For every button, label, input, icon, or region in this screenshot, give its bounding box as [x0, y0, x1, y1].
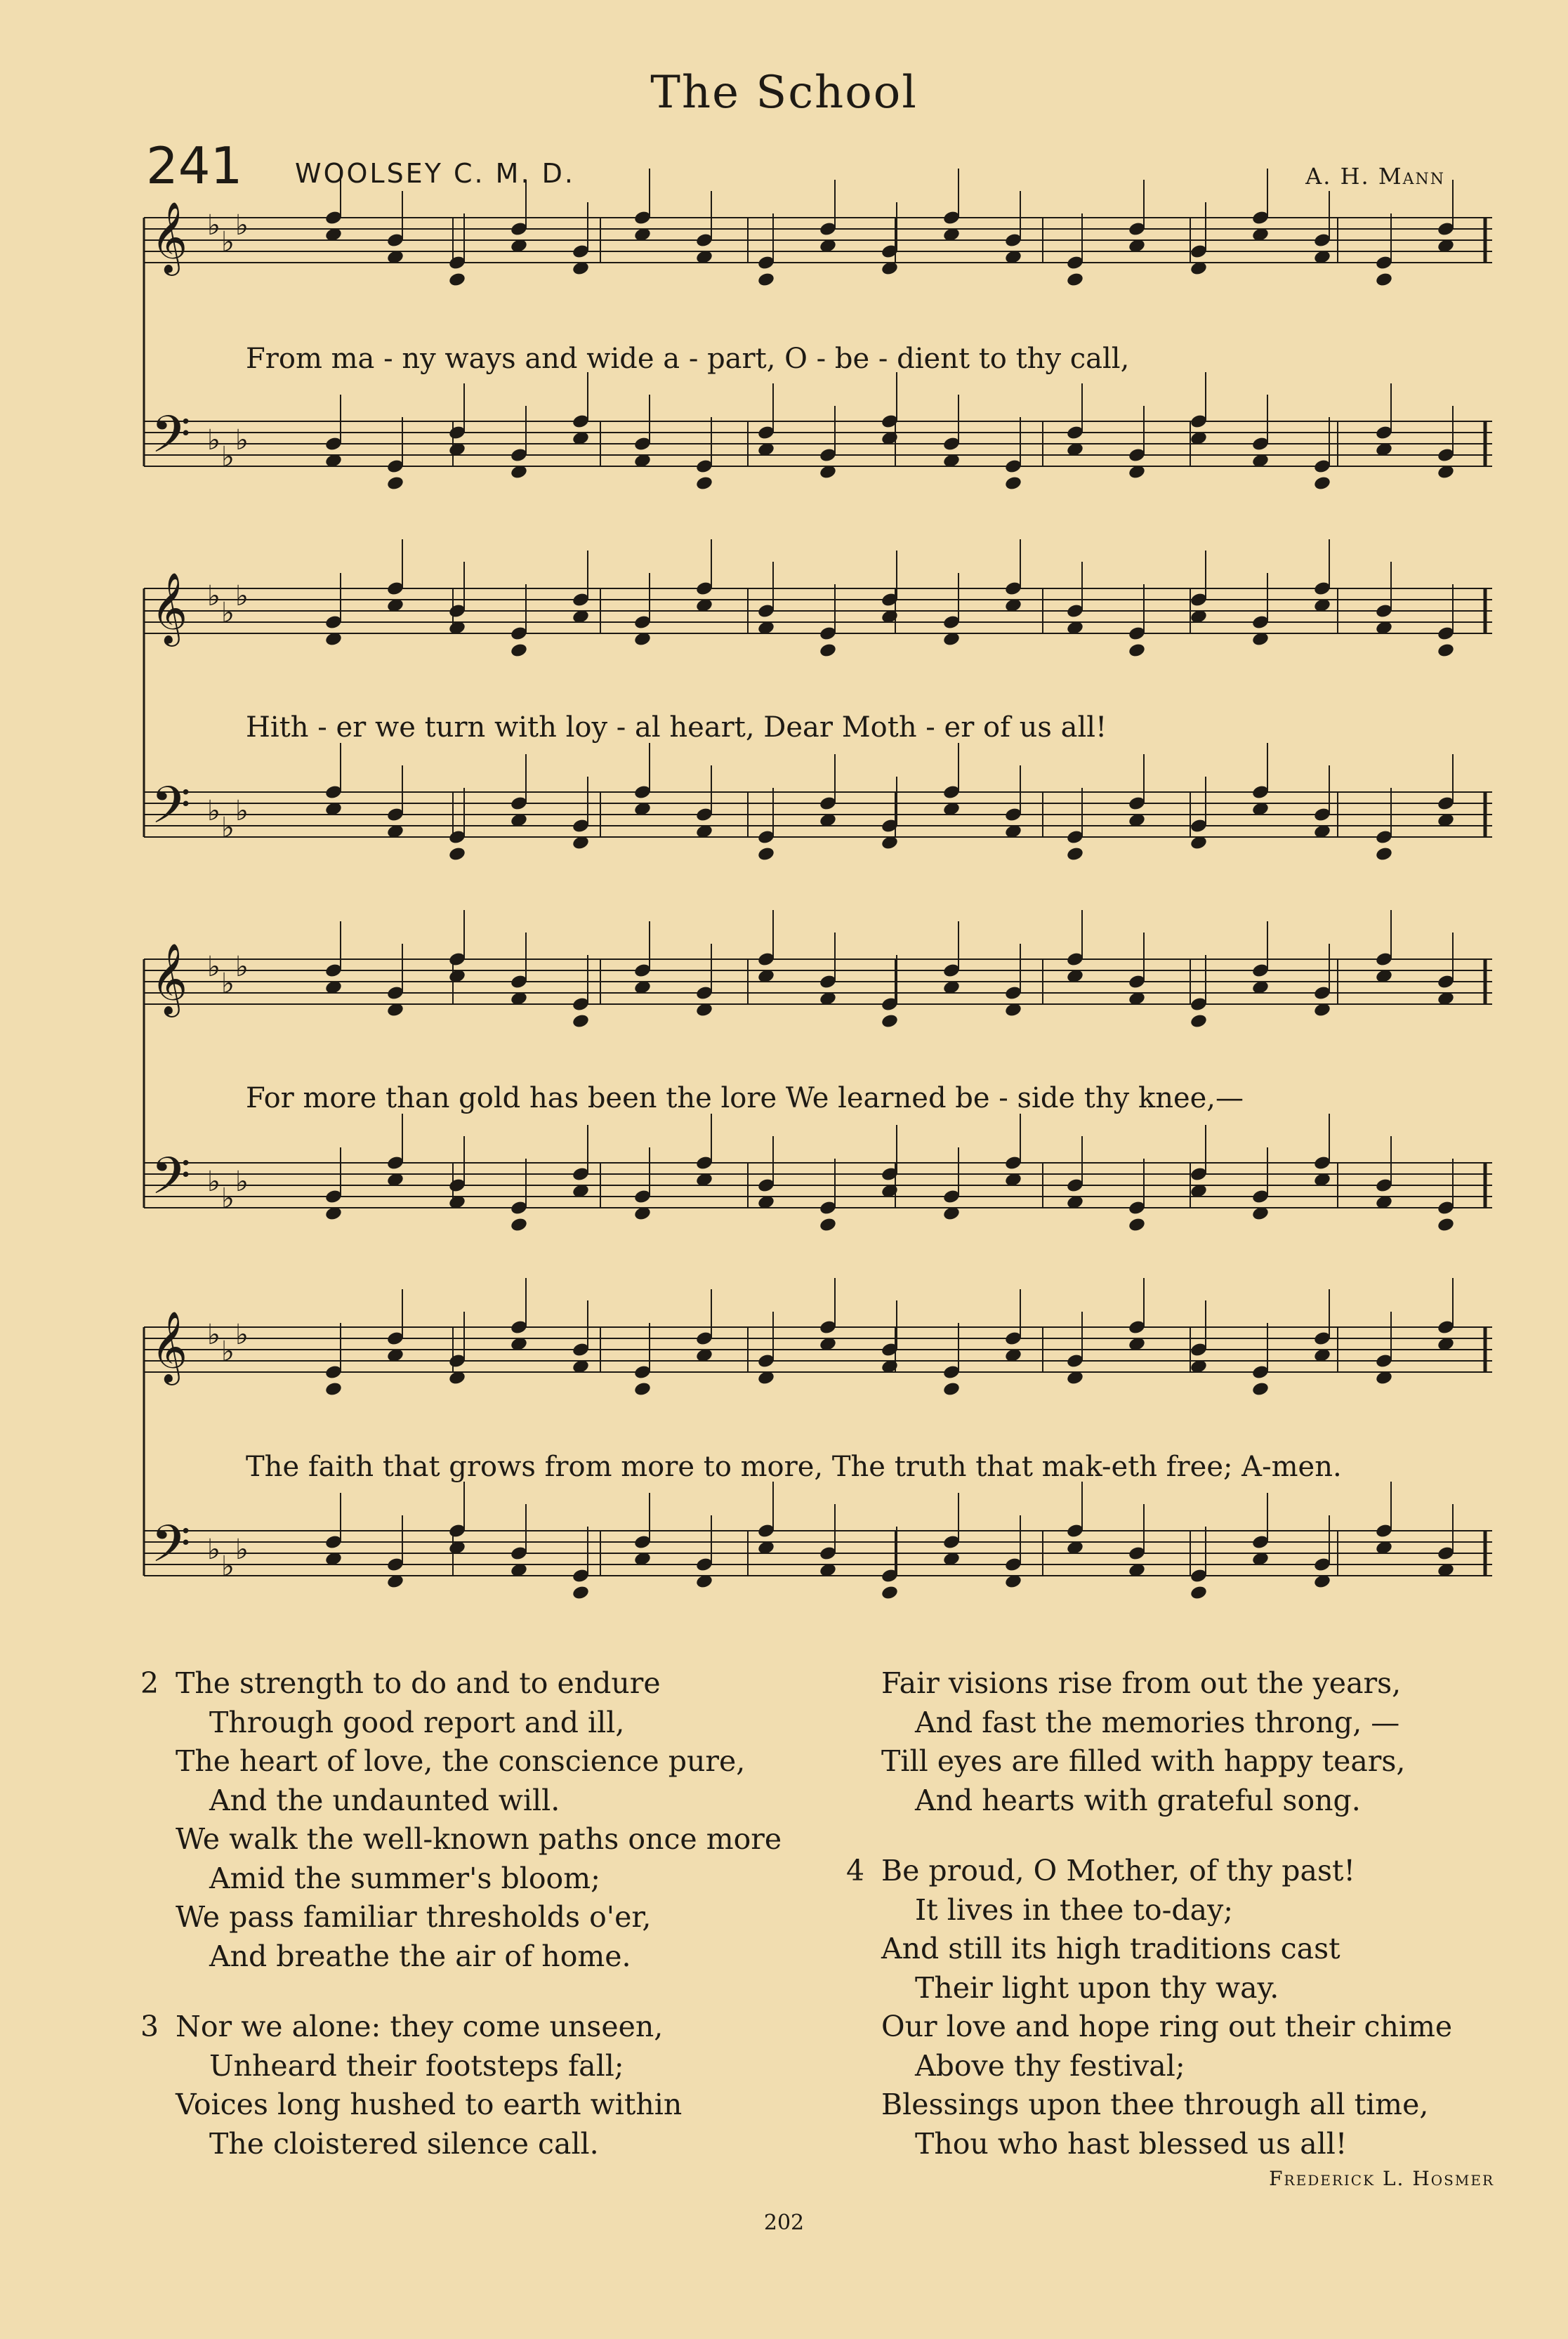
- verse-line: [846, 1930, 1534, 1969]
- verse-line: [846, 2086, 1534, 2125]
- verse-text: Nor we alone: they come unseen,: [176, 2010, 664, 2043]
- note-head: [1251, 1381, 1270, 1397]
- verse-text: We pass familiar thresholds o'er,: [176, 1900, 652, 1934]
- note-head: [881, 1013, 899, 1029]
- note-head: [1004, 475, 1022, 492]
- verse-line: [140, 2086, 829, 2125]
- verse-text: The heart of love, the conscience pure,: [176, 1744, 746, 1778]
- flat-sign: ♭: [235, 580, 249, 612]
- verse-text: And breathe the air of home.: [209, 1939, 631, 1973]
- note-head: [1375, 272, 1393, 288]
- verse-line: [846, 1969, 1534, 2008]
- verse-line: [846, 1704, 1534, 1743]
- flat-sign: ♭: [235, 209, 249, 242]
- stanza-number: 2: [140, 1666, 159, 1700]
- note-head: [1066, 272, 1084, 288]
- flat-sign: ♭: [221, 1550, 235, 1583]
- flat-sign: ♭: [207, 580, 220, 612]
- note-head: [757, 846, 775, 862]
- verse-text: Blessings upon thee through all time,: [881, 2088, 1429, 2121]
- stanza-number: 4: [846, 1854, 865, 1887]
- treble-clef: 𝄞: [151, 1310, 188, 1383]
- note-head: [324, 1381, 343, 1397]
- verse-text: Amid the summer's bloom;: [209, 1861, 600, 1895]
- verse-text: The cloistered silence call.: [209, 2126, 599, 2161]
- note-head: [1128, 643, 1146, 659]
- note-head: [448, 846, 466, 862]
- verse-text: And fast the memories throng, —: [915, 1705, 1400, 1739]
- flat-sign: ♭: [221, 1182, 235, 1215]
- tune-name: WOOLSEY C. M. D.: [295, 158, 575, 189]
- verse-line: [846, 2047, 1534, 2086]
- note-head: [1128, 1217, 1146, 1233]
- note-head: [572, 1585, 590, 1601]
- note-head: [1190, 1013, 1208, 1029]
- verse-line: [140, 1781, 829, 1821]
- verse-text: And hearts with grateful song.: [915, 1783, 1361, 1817]
- verse-text: Fair visions rise from out the years,: [881, 1666, 1402, 1700]
- verse-text: Our love and hope ring out their chime: [881, 2010, 1453, 2043]
- verse-line: [140, 1664, 829, 1704]
- verse-line: [140, 2047, 829, 2086]
- verse-text: Voices long hushed to earth within: [176, 2088, 683, 2121]
- verse-line: [140, 1937, 829, 1977]
- verse-text: Till eyes are filled with happy tears,: [881, 1744, 1406, 1778]
- flat-sign: ♭: [235, 1319, 249, 1351]
- note-head: [757, 272, 775, 288]
- author-credit: Frederick L. Hosmer: [1269, 2167, 1494, 2190]
- note-head: [1375, 846, 1393, 862]
- verses-right-column: [846, 1664, 1534, 2195]
- bass-clef: 𝄢: [151, 775, 191, 848]
- verse-text: Above thy festival;: [915, 2048, 1185, 2083]
- verse-text: Through good report and ill,: [209, 1705, 625, 1739]
- running-head: The School: [650, 67, 918, 119]
- flat-sign: ♭: [221, 812, 235, 844]
- note-head: [1313, 475, 1331, 492]
- note-head: [881, 1585, 899, 1601]
- verse-text: It lives in thee to-day;: [915, 1892, 1234, 1927]
- flat-sign: ♭: [221, 441, 235, 473]
- note-head: [1190, 1585, 1208, 1601]
- verse-text: Be proud, O Mother, of thy past!: [881, 1854, 1355, 1887]
- flat-sign: ♭: [207, 1319, 220, 1351]
- treble-clef: 𝄞: [151, 200, 188, 273]
- note-head: [1437, 1217, 1455, 1233]
- flat-sign: ♭: [207, 424, 220, 456]
- flat-sign: ♭: [221, 968, 235, 1000]
- verse-line: [140, 1820, 829, 1859]
- bass-clef: 𝄢: [151, 1513, 191, 1586]
- verse-text: And still its high traditions cast: [881, 1932, 1340, 1965]
- flat-sign: ♭: [235, 795, 249, 827]
- note-head: [510, 1217, 528, 1233]
- lyrics-system-4: The faith that grows from more to more, The truth that mak-eth free; A-men.: [246, 1451, 1342, 1483]
- flat-sign: ♭: [235, 1166, 249, 1198]
- stanza: [846, 1852, 1534, 2163]
- flat-sign: ♭: [221, 597, 235, 629]
- flat-sign: ♭: [207, 795, 220, 827]
- flat-sign: ♭: [235, 1534, 249, 1566]
- verse-text: Their light upon thy way.: [915, 1970, 1279, 2005]
- verse-line: [140, 1859, 829, 1899]
- verse-text: The strength to do and to endure: [176, 1666, 661, 1700]
- verse-text: Thou who hast blessed us all!: [915, 2126, 1348, 2161]
- verse-line: [140, 1742, 829, 1781]
- bass-clef: 𝄢: [151, 404, 191, 477]
- verse-text: We walk the well-known paths once more: [176, 1822, 782, 1856]
- page-number: 202: [763, 2210, 805, 2235]
- stanza-number: 3: [140, 2010, 159, 2043]
- lyrics-system-3: For more than gold has been the lore We learned be - side thy knee,—: [246, 1082, 1244, 1114]
- note-head: [942, 1381, 961, 1397]
- bass-clef: 𝄢: [151, 1145, 191, 1218]
- verse-text: Unheard their footsteps fall;: [209, 2048, 624, 2083]
- flat-sign: ♭: [207, 951, 220, 983]
- flat-sign: ♭: [207, 1166, 220, 1198]
- verse-line: [846, 1891, 1534, 1930]
- treble-clef: 𝄞: [151, 942, 188, 1015]
- stanza: [140, 2008, 829, 2163]
- note-head: [695, 475, 713, 492]
- stanza: [140, 1664, 829, 1976]
- note-head: [448, 272, 466, 288]
- note-head: [1437, 643, 1455, 659]
- verse-line: [140, 1898, 829, 1937]
- note-head: [633, 1381, 652, 1397]
- note-head: [819, 1217, 837, 1233]
- note-head: [386, 475, 404, 492]
- composer-credit: A. H. Mann: [1305, 163, 1445, 190]
- treble-clef: 𝄞: [151, 571, 188, 644]
- verse-line: [140, 2008, 829, 2047]
- flat-sign: ♭: [207, 209, 220, 242]
- verse-line: [846, 2125, 1534, 2164]
- lyrics-system-2: Hith - er we turn with loy - al heart, Dear Moth - er of us all!: [246, 711, 1107, 744]
- flat-sign: ♭: [235, 424, 249, 456]
- note-head: [572, 1013, 590, 1029]
- verse-line: [140, 1704, 829, 1743]
- verses-left-column: [140, 1664, 829, 2195]
- verse-line: [846, 1781, 1534, 1821]
- flat-sign: ♭: [221, 1336, 235, 1368]
- flat-sign: ♭: [235, 951, 249, 983]
- verse-line: [846, 1852, 1534, 1891]
- flat-sign: ♭: [221, 226, 235, 258]
- verse-text: And the undaunted will.: [209, 1783, 560, 1817]
- verse-line: [846, 2008, 1534, 2047]
- stanza: [846, 1664, 1534, 1820]
- verse-line: [140, 2125, 829, 2164]
- lyrics-system-1: From ma - ny ways and wide a - part, O - be - dient to thy call,: [246, 343, 1130, 375]
- note-head: [510, 643, 528, 659]
- hymn-number: 241: [146, 136, 243, 195]
- verse-line: [846, 1664, 1534, 1704]
- note-head: [819, 643, 837, 659]
- note-head: [1066, 846, 1084, 862]
- verse-line: [846, 1742, 1534, 1781]
- flat-sign: ♭: [207, 1534, 220, 1566]
